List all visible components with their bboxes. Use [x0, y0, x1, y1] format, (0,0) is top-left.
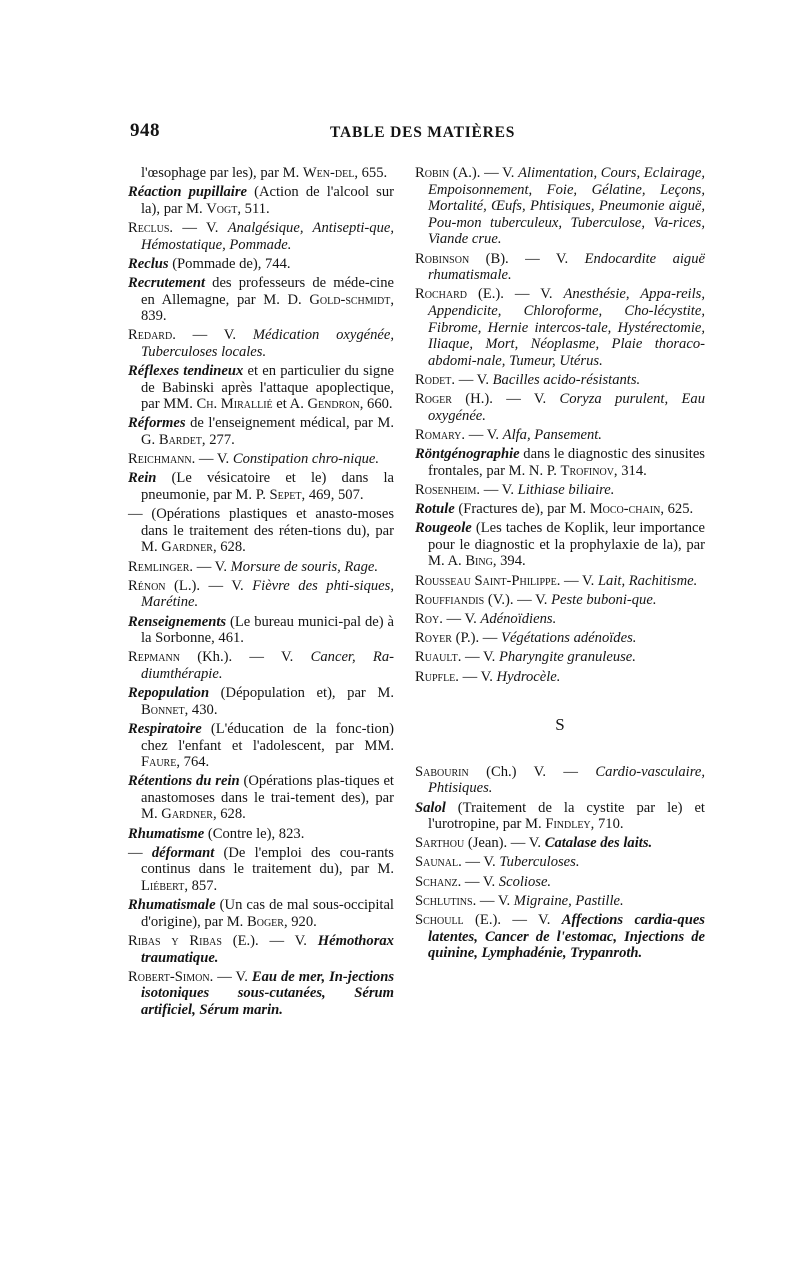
index-entry: Reichmann. — V. Constipation chro-nique.	[128, 451, 380, 468]
index-entry: Recrutement des professeurs de méde-cine en Allemagne, par M. D. Gold-schmidt, 839.	[128, 274, 394, 325]
index-entry: Roy. — V. Adénoïdiens.	[415, 610, 557, 627]
index-entry: Schoull (E.). — V. Affections cardia-ques latentes, Cancer de l'estomac, Injections de quinine, Lymphadénie, Trypanroth.	[415, 912, 705, 962]
index-entry: Renseignements (Le bureau munici-pal de) à la Sorbonne, 461.	[128, 613, 394, 647]
index-entry: Rhumatismale (Un cas de mal sous-occipital d'origine), par M. Boger, 920.	[128, 897, 394, 930]
index-entry: Repopulation (Dépopulation et), par M. Bonnet, 430.	[128, 685, 394, 718]
index-entry: Ruault. — V. Pharyngite granuleuse.	[415, 649, 636, 666]
index-entry: Salol (Traitement de la cystite par le) et l'urotropine, par M. Findley, 710.	[415, 799, 705, 833]
right-column	[415, 165, 705, 964]
section-letter: S	[555, 715, 565, 735]
index-entry: Rétentions du rein (Opérations plas-tiques et anastomoses dans le trai-tement des), par M. Gardner, 628.	[128, 773, 394, 823]
left-column	[128, 165, 394, 1021]
index-entry: Remlinger. — V. Morsure de souris, Rage.	[128, 558, 379, 575]
index-entry: Romary. — V. Alfa, Pansement.	[415, 426, 602, 443]
index-entry: Roger (H.). — V. Coryza purulent, Eau oxygénée.	[415, 391, 705, 424]
index-entry: Rotule (Fractures de), par M. Moco-chain, 625.	[415, 501, 694, 518]
index-entry: Rouffiandis (V.). — V. Peste buboni-que.	[415, 591, 657, 608]
index-entry: Rosenheim. — V. Lithiase biliaire.	[415, 481, 615, 498]
index-entry: Royer (P.). — Végétations adénoïdes.	[415, 630, 637, 647]
index-entry: Sarthou (Jean). — V. Catalase des laits.	[415, 835, 653, 852]
index-entry: Robinson (B). — V. Endocardite aiguë rhumatismale.	[415, 250, 705, 284]
index-entry: Rougeole (Les taches de Koplik, leur importance pour le diagnostic et la prophylaxie de la), par M. A. Bing, 394.	[415, 520, 705, 570]
index-entry: Respiratoire (L'éducation de la fonc-tion) chez l'enfant et l'adolescent, par MM. Faure, 764.	[128, 720, 394, 771]
index-entry: Schlutins. — V. Migraine, Pastille.	[415, 892, 624, 909]
index-entry: Sabourin (Ch.) V. — Cardio-vasculaire, Phtisiques.	[415, 763, 705, 797]
index-entry: Rochard (E.). — V. Anesthésie, Appa-reils, Appendicite, Chloroforme, Cho-lécystite, Fibrome, Hernie intercos-tale, Hystérectomie, Iliaque, Mort, Néoplasme, Plaie thoraco-abdomi-nale, Tumeur, Utérus.	[415, 286, 705, 369]
index-entry: Réaction pupillaire (Action de l'alcool sur la), par M. Vogt, 511.	[128, 184, 394, 217]
page-number: 948	[130, 120, 160, 141]
index-entry: — (Opérations plastiques et anasto-moses dans le traitement des réten-tions du), par M. Gardner, 628.	[128, 506, 394, 556]
index-entry: Ribas y Ribas (E.). — V. Hémothorax traumatique.	[128, 933, 394, 966]
index-entry: — déformant (De l'emploi des cou-rants continus dans le traitement du), par M. Liébert, 857.	[128, 844, 394, 895]
index-entry: Rodet. — V. Bacilles acido-résistants.	[415, 371, 641, 388]
index-entry: Saunal. — V. Tuberculoses.	[415, 854, 580, 871]
index-entry: Robin (A.). — V. Alimentation, Cours, Eclairage, Empoisonnement, Foie, Gélatine, Leçons, Mortalité, Œufs, Phtisiques, Pneumonie aiguë, Pou-mon tuberculeux, Tuberculose, Va-rices, Viande crue.	[415, 165, 705, 248]
index-entry: Redard. — V. Médication oxygénée, Tuberculoses locales.	[128, 327, 394, 360]
index-entry: l'œsophage par les), par M. Wen-del, 655.	[141, 165, 388, 181]
index-entry: Réformes de l'enseignement médical, par M. G. Bardet, 277.	[128, 415, 394, 449]
index-entry: Röntgénographie dans le diagnostic des sinusites frontales, par M. N. P. Trofinov, 314.	[415, 446, 705, 479]
index-entry: Rénon (L.). — V. Fièvre des phti-siques, Marétine.	[128, 577, 394, 611]
index-entry: Reclus (Pommade de), 744.	[128, 255, 291, 272]
index-entry: Schanz. — V. Scoliose.	[415, 873, 552, 890]
index-entry: Rousseau Saint-Philippe. — V. Lait, Rachitisme.	[415, 572, 698, 589]
running-title: TABLE DES MATIÈRES	[330, 124, 516, 141]
index-entry: Robert-Simon. — V. Eau de mer, In-jections isotoniques sous-cutanées, Sérum artificiel, Sérum marin.	[128, 968, 394, 1018]
index-entry: Rein (Le vésicatoire et le) dans la pneumonie, par M. P. Sepet, 469, 507.	[128, 470, 394, 504]
index-entry: Reclus. — V. Analgésique, Antisepti-que, Hémostatique, Pommade.	[128, 219, 395, 253]
index-entry: Réflexes tendineux et en particulier du signe de Babinski après l'attaque apoplectique, par MM. Ch. Mirallié et A. Gendron, 660.	[128, 363, 394, 413]
index-entry: Repmann (Kh.). — V. Cancer, Ra-diumthérapie.	[128, 649, 394, 682]
index-entry: Rhumatisme (Contre le), 823.	[128, 825, 305, 842]
index-entry: Rupfle. — V. Hydrocèle.	[415, 668, 561, 685]
